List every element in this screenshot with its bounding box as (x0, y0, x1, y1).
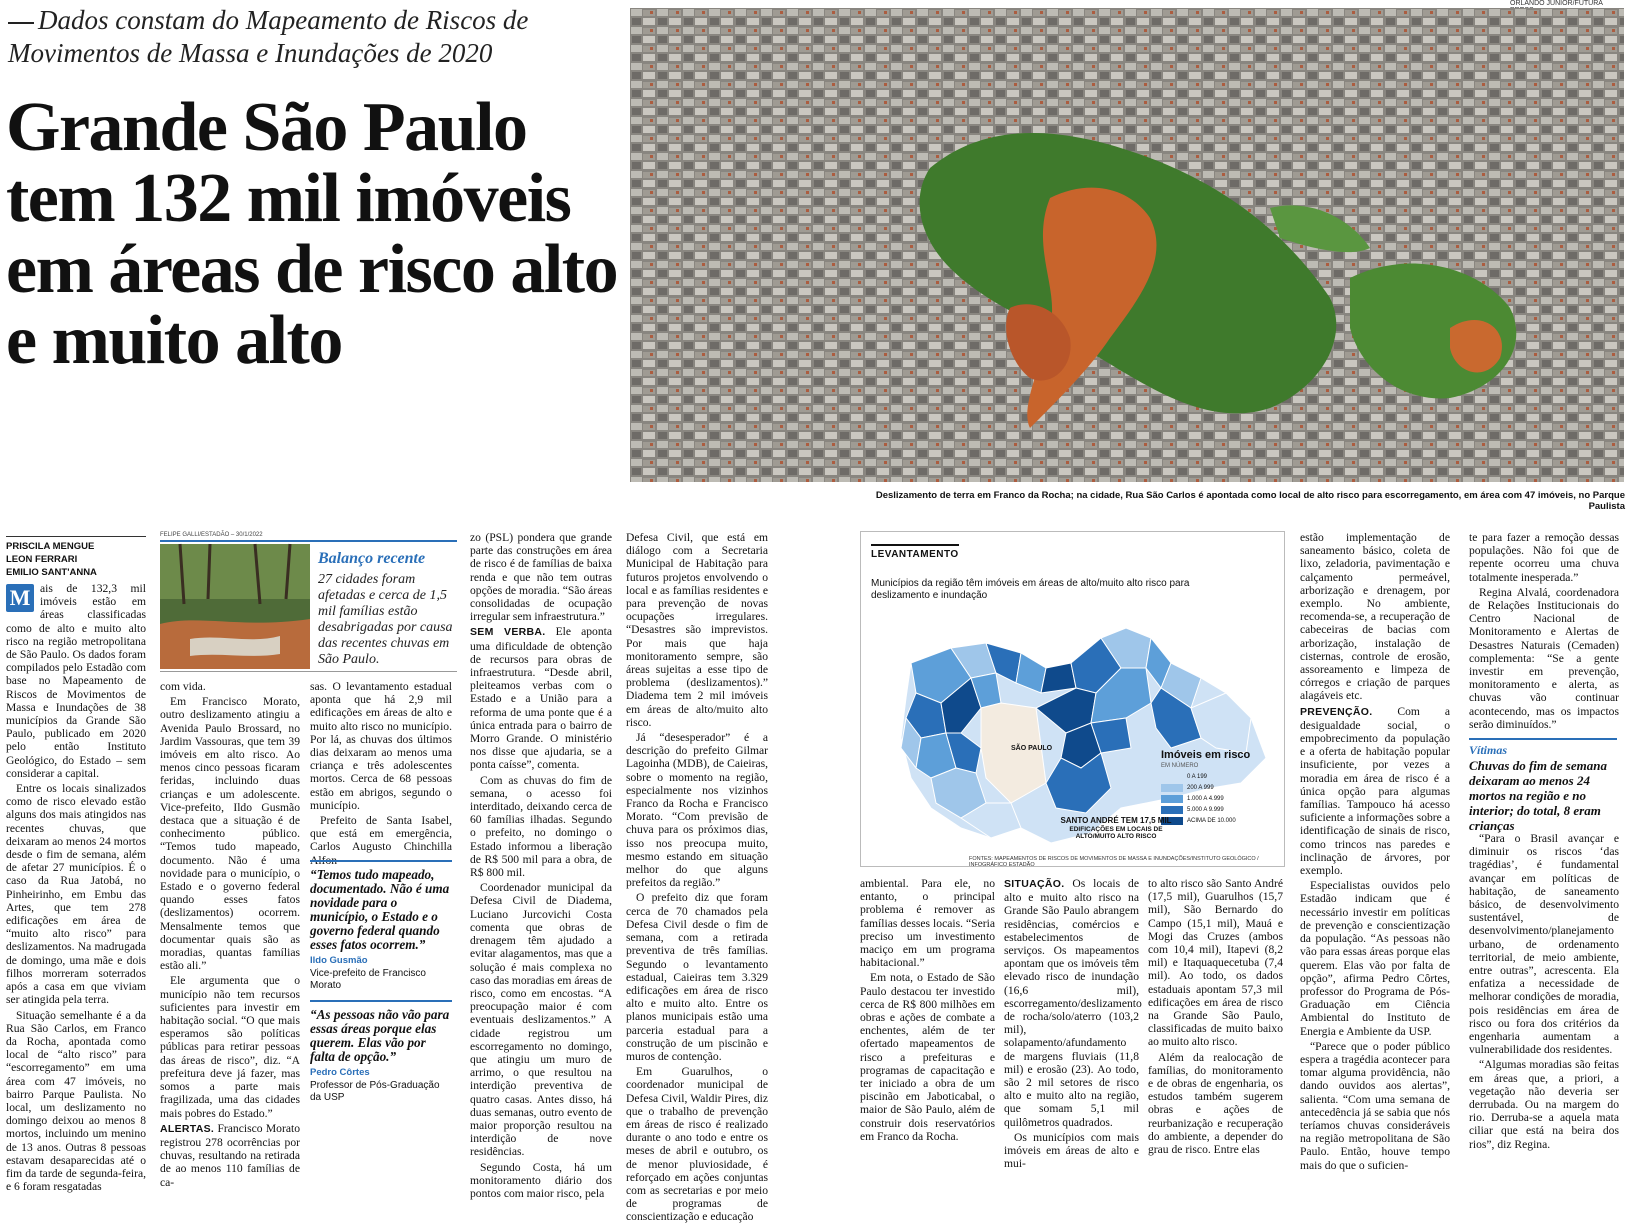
article-column-10b (1469, 832, 1619, 1153)
capital-label: SÃO PAULO (1011, 745, 1053, 752)
article-column-2 (160, 680, 300, 1191)
infographic-map (860, 531, 1285, 867)
paragraph (6, 582, 146, 780)
paragraph-text: Os locais de alto e muito alto risco na Grande São Paulo abrangem residências, comércios e estabelecimentos de serviços. Os mapeamentos apontam que os imóveis têm elevado risco de inundação (16,6 mil), escorregamento/deslizamento de rocha/solo/aterro (103,2 mil), solapamento/afundamento de margens fluviais (11,8 mil) e erosão (23). Ao todo, são 2 mil setores de risco alto e muito alto na região, que somam 5,1 mil quilômetros quadrados. (1004, 877, 1142, 1129)
paragraph: Ele argumenta que o município não tem recursos suficientes para investir em habitação social. “O que mais esperamos são políticas públicas para retirar pessoas das áreas de risco”, diz. “A prefeitura deve já fazer, mas somos a parte mais fragilizada, uma das cidades mais pobres do Estado.” (160, 974, 300, 1120)
article-column-10 (1469, 531, 1619, 733)
quote-role: Vice-prefeito de Francisco Morato (310, 968, 426, 991)
article-column-1 (6, 582, 146, 1195)
legend-swatch (1161, 784, 1183, 792)
paragraph: ambiental. Para ele, no entanto, o principal problema é remover as famílias desses locais. “Seria preciso um investimento maciço em um programa habitacional.” (860, 877, 995, 970)
paragraph: “Parece que o poder público espera a tragédia acontecer para tomar alguma providência, não dando ouvidos aos alertas”, salienta. “Com uma semana de antecedência já se sabia que nós teríamos chuvas consideráveis na região metropolitana de São Paulo. Então, houve tempo mais do que o suficien- (1300, 1039, 1450, 1172)
byline-author: EMILIO SANT'ANNA (6, 567, 97, 578)
paragraph: Defesa Civil, que está em diálogo com a Secretaria Municipal de Habitação para futuros projetos envolvendo o local e as famílias residentes e para prevenção de novas ocupações irregulares. “Desastres são imprevistos. Por mais que haja monitoramento sempre, são áreas sujeitas a esse tipo de problema (deslizamentos).” Diadema tem 2 mil imóveis em áreas de alto/muito alto risco. (626, 531, 768, 729)
paragraph: Especialistas ouvidos pelo Estadão indicam que é necessário investir em políticas de prevenção e conscientização da população. “As pessoas não vão para essas áreas porque elas querem. Elas vão por falta de opção”, afirma Pedro Côrtes, professor do Programa de Pós-Graduação em Ciência Ambiental do Instituto de Energia e Ambiente da USP. (1300, 879, 1450, 1038)
paragraph: Os municípios com mais imóveis em áreas de alto e mui- (1004, 1130, 1139, 1171)
legend-label: 5.000 A 9.999 (1187, 807, 1224, 813)
paragraph: “Algumas moradias são feitas em áreas que, a priori, a vegetação não deveria ser derrubada. Ou na margem do rio. Derruba-se a aquela mata ciliar que está na beira dos rios”, diz Regina. (1469, 1058, 1619, 1151)
landslide-aerial-image (630, 8, 1624, 482)
paragraph: Regina Alvalá, coordenadora de Relações Institucionais do Centro Nacional de Monitoramento e Alertas de Desastres Naturais (Cemaden) complementa: “Se a gente investir em prevenção, monitoramento e alerta, as chuvas vão continuar acontecendo, mas os impactos serão diminuídos.” (1469, 585, 1619, 731)
victims-box (1469, 738, 1617, 833)
article-column-6 (860, 877, 995, 1145)
infographic-tag: LEVANTAMENTO (871, 544, 959, 560)
box-text: 27 cidades foram afetadas e cerca de 1,5 mil famílias estão desabrigadas por causa das recentes chuvas em São Paulo. (318, 572, 453, 667)
pull-quote-gusmao (310, 860, 452, 992)
paragraph: Situação semelhante é a da Rua São Carlos, em Franco da Rocha, apontada como local de “alto risco” para “escorregamento” em uma área com 47 imóveis, no bairro Parque Paulista. No local, um deslizamento no domingo deixou ao menos 8 mortos, incluindo um menino de 13 anos. Outras 8 pessoas estavam desaparecidas até o fim da tarde de segunda-feira, e 6 foram resgatadas (6, 1008, 146, 1194)
paragraph (1300, 705, 1450, 878)
quote-role: Professor de Pós-Graduação da USP (310, 1080, 440, 1103)
victims-text: Chuvas do fim de semana deixaram ao menos 24 mortos na região e no interior; do total, 8 eram crianças (1469, 758, 1607, 833)
section-lead: SITUAÇÃO. (1004, 878, 1065, 890)
main-photo (630, 8, 1624, 482)
legend-row (1161, 784, 1271, 792)
legend-row (1161, 773, 1271, 781)
paragraph: Coordenador municipal da Defesa Civil de Diadema, Luciano Jurcovichi Costa comenta que obras de drenagem têm ajudado a evitar alagamentos, mas que a solução é mais complexa no caso das moradias em áreas de risco, como em encostas. “A preocupação maior é com eventuais deslizamentos.” A cidade registrou um escorregamento no domingo, que atingiu um muro de arrimo, o que resultou na interdição preventiva de quatro casas. Antes disso, há duas semanas, outro evento de maior proporção resultou na interdição de nove residências. (470, 881, 612, 1159)
drop-cap: M (6, 584, 34, 612)
paragraph: com vida. (160, 680, 206, 693)
quote-text: “Temos tudo mapeado, documentado. Não é uma novidade para o município, o Estado e o governo federal quando esses fatos ocorrem.” (310, 867, 450, 952)
photo-caption: Deslizamento de terra em Franco da Rocha; na cidade, Rua São Carlos é apontada como local de alto risco para escorregamento, em área com 47 imóveis, no Parque Paulista (875, 490, 1625, 512)
paragraph-text: Com a desigualdade social, o empobrecimento da população e a oferta de habitação popular insuficiente, por vezes a moradia em área de risco é a única opção para algumas famílias. Tampouco há acesso suficiente a informações sobre a identificação de sinais de risco, como trincos nas paredes e inclinação de árvores, por exemplo. (1300, 704, 1450, 878)
paragraph: to alto risco são Santo André (17,5 mil), Guarulhos (15,7 mil), São Bernardo do Campo (15,1 mil), Mauá e Mogi das Cruzes (ambos com 10,4 mil), Itapevi (8,2 mil) e Itaquaquecetuba (7,4 mil). Ao todo, os dados estaduais apontam 57,3 mil edificações em área de risco na Grande São Paulo, classificadas de muito baixo ao muito alto risco. (1148, 877, 1283, 1049)
photo-credit: ORLANDO JUNIOR/FUTURA (1510, 0, 1603, 7)
legend-swatch (1161, 795, 1183, 803)
paragraph: zo (PSL) pondera que grande parte das construções em área de risco é de famílias de baixa renda e que não tem outras opções de moradia. “São áreas consolidadas de ocupação irregular sem infraestrutura.” (470, 531, 612, 624)
legend-subtitle: EM NÚMERO (1161, 763, 1199, 769)
legend-swatch (1161, 773, 1183, 781)
paragraph: “Para o Brasil avançar e diminuir os riscos ‘das tragédias’, é fundamental avançar em políticas de habitação, de saneamento básico, de desenvolvimento sustentável, de desenvolvimento/planejamento urbano, de ordenamento territorial, de meio ambiente, entre outras”, acrescenta. Ela enfatiza a necessidade de melhorar condições de moradia, pois residências em área de risco ou fora dos critérios da engenharia aumentam a vulnerabilidade dos residentes. (1469, 832, 1619, 1057)
paragraph-text: ais de 132,3 mil imóveis estão em áreas classificadas como de alto e muito alto risco na região metropolitana de São Paulo. Os dados foram compilados pelo Estadão com base no Mapeamento de Riscos de Movimentos de Massa e Inundações de 38 municípios da Grande São Paulo, publicado em 2020 pelo então Instituto Geológico, do Estado – sem considerar a capital. (6, 582, 146, 780)
paragraph (1004, 877, 1142, 1129)
byline-author: PRISCILA MENGUE (6, 541, 95, 552)
article-column-7 (1004, 877, 1142, 1172)
box-title: Balanço recente (318, 550, 426, 567)
box-photo (160, 544, 310, 669)
legend-title: Imóveis em risco (1161, 749, 1251, 761)
legend-label: 1.000 A 4.999 (1187, 796, 1224, 802)
paragraph: te para fazer a remoção dessas populações. Não foi que de repente ocorreu uma chuva totalmente inesperada.” (1469, 531, 1619, 584)
quote-text: “As pessoas não vão para essas áreas porque elas querem. Elas vão por falta de opção.” (310, 1007, 450, 1064)
section-lead: PREVENÇÃO. (1300, 705, 1373, 718)
kicker-dash (8, 22, 34, 24)
paragraph: Além da realocação de famílias, do monitoramento e de obras de engenharia, os estudos também sugerem obras e ações de reurbanização e recuperação do ambiente, a depender do grau de risco. Entre elas (1148, 1050, 1283, 1157)
paragraph: sas. O levantamento estadual aponta que há 2,9 mil edificações em áreas de alto e muito alto risco no município. Por lá, as chuvas dos últimos dias deixaram ao menos uma criança e três adolescentes mortos. Cerca de 68 pessoas estão em abrigos, segundo o município. (310, 680, 452, 812)
santo-andre-callout (1056, 817, 1176, 841)
paragraph: O prefeito diz que foram cerca de 70 chamados pela Defesa Civil desde o fim de semana, com a retirada preventiva de três famílias. Segundo o levantamento estadual, Caieiras tem 3.329 edificações em área de risco alto e muito alto. Entre os planos municipais estão uma parceria estadual para a construção de um piscinão e muros de contenção. (626, 891, 768, 1063)
paragraph: Já “desesperador” é a descrição do prefeito Gilmar Lagoinha (MDB), de Caieiras, sobre o momento na região, especialmente nos vizinhos Franco da Rocha e Francisco Morato. “Com previsão de chuva para os próximos dias, isso nos preocupa muito, mesmo estando em situação melhor do que alguns prefeitos da região.” (626, 731, 768, 890)
box-photo-credit: FELIPE GALLI/ESTADÃO – 30/1/2022 (160, 532, 263, 538)
pull-quote-cortes (310, 1000, 452, 1104)
paragraph (470, 625, 612, 771)
map-legend (1161, 749, 1271, 828)
paragraph: Em Guarulhos, o coordenador municipal de Defesa Civil, Waldir Pires, diz que o trabalho de prevenção em áreas de risco é realizado durante o ano todo e entre os meses de abril e outubro, os de menor pluviosidade, é reforçado em ações conjuntas com as secretarias e por meio de programas de conscientização e educação (626, 1065, 768, 1224)
kicker (8, 4, 608, 70)
paragraph-text: Francisco Morato registrou 278 ocorrências por chuvas, resultando na retirada de ao menos 110 famílias de ca- (160, 1121, 300, 1189)
article-column-3 (310, 680, 452, 869)
infographic-subtitle: Municípios da região têm imóveis em áreas de alto/muito alto risco para deslizamento e inundação (871, 578, 1190, 601)
kicker-text: Dados constam do Mapeamento de Riscos de Movimentos de Massa e Inundações de 2020 (8, 5, 529, 68)
paragraph: Entre os locais sinalizados como de risco elevado estão alguns dos mais atingidos nas recentes chuvas, que deixaram ao menos 24 mortos desde o fim de semana, além de afetar 27 municípios. É o caso da Rua Jatobá, no Pinheirinho, em Embu das Artes, que tem 278 edificações em área de “muito alto risco” para deslizamentos. Na madrugada de domingo, uma mãe e dois filhos morreram soterrados após a casa em que viviam ser atingida pela terra. (6, 782, 146, 1007)
recent-balance-box (160, 532, 457, 672)
paragraph: Segundo Costa, há um monitoramento diário dos pontos com maior risco, pela (470, 1160, 612, 1200)
section-lead: SEM VERBA. (470, 626, 546, 639)
quote-author: Ildo Gusmão (310, 955, 368, 966)
article-column-5 (626, 531, 768, 1226)
paragraph: estão implementação de saneamento básico, coleta de lixo, zeladoria, pavimentação e calçamento permeável, arborização e drenagem, por exemplo. No ambiente, recomenda-se, a recuperação de cabeceiras de bacias com arborização, instalação de cisternas, controle de erosão, assoreamento e limpeza de córregos e criação de parques alagáveis etc. (1300, 531, 1450, 703)
callout-text: EDIFICAÇÕES EM LOCAIS DE ALTO/MUITO ALTO RISCO (1069, 825, 1163, 840)
legend-label: 200 A 999 (1187, 785, 1214, 791)
callout-value: SANTO ANDRÉ TEM 17,5 MIL (1060, 816, 1172, 825)
paragraph: Em nota, o Estado de São Paulo destacou ter investido cerca de R$ 800 milhões em obras e ações de combate a enchentes, além de ter ofertado mapeamentos de risco a prefeituras e programas de capacitação e ter iniciado a obra de um piscinão em Jaboticabal, o maior de São Paulo, além de construir dois reservatórios em Franco da Rocha. (860, 971, 995, 1143)
byline-author: LEON FERRARI (6, 554, 78, 565)
byline (6, 536, 146, 579)
legend-label: ACIMA DE 10.000 (1187, 818, 1236, 824)
article-column-4 (470, 531, 612, 1202)
headline: Grande São Paulo tem 132 mil imóveis em áreas de risco alto e muito alto (6, 89, 618, 379)
paragraph: Em Francisco Morato, outro deslizamento atingiu a Avenida Paulo Brossard, no Jardim Vassouras, que tem 39 imóveis em alto risco. Ao menos cinco pessoas ficaram feridas, incluindo duas crianças e um adolescente. Vice-prefeito, Ildo Gusmão destaca que a situação é de conhecimento público. “Temos tudo mapeado, documento. Não é uma novidade para o município, o Estado e o governo federal quando esses fatos (deslizamentos) ocorrem. Mensalmente temos que documentar quais são as moradias, quantas famílias estão ali.” (160, 695, 300, 973)
article-column-9 (1300, 531, 1450, 1174)
paragraph (160, 1122, 300, 1189)
victims-title: Vítimas (1469, 743, 1508, 757)
paragraph-text: Ele aponta uma dificuldade de obtenção de recursos para obras de infraestrutura. “Desde abril, pleiteamos verbas com o Estado e a União para a reforma de uma ponte que é a única entrada para o bairro de Morro Grande. O ministério nos disse que ajudaria, se a ponta caísse”, comenta. (470, 625, 612, 772)
legend-row (1161, 817, 1271, 825)
paragraph: Com as chuvas do fim de semana, o acesso foi interditado, deixando cerca de 60 famílias ilhadas. Segundo o prefeito, no domingo o Estado informou a liberação de R$ 500 mil para a obra, de R$ 800 mil. (470, 773, 612, 880)
section-lead: ALERTAS. (160, 1122, 215, 1135)
legend-row (1161, 806, 1271, 814)
article-column-8 (1148, 877, 1283, 1158)
legend-label: 0 A 199 (1187, 774, 1208, 780)
legend-row (1161, 795, 1271, 803)
paragraph: Prefeito de Santa Isabel, que está em emergência, Carlos Augusto Chinchilla Alfon- (310, 814, 452, 867)
legend-swatch (1161, 806, 1183, 814)
infographic-sources: FONTES: MAPEAMENTOS DE RISCOS DE MOVIMENTOS DE MASSA E INUNDAÇÕES/INSTITUTO GEOLÓGICO / INFOGRÁFICO ESTADÃO (969, 856, 1259, 868)
quote-author: Pedro Côrtes (310, 1067, 370, 1078)
